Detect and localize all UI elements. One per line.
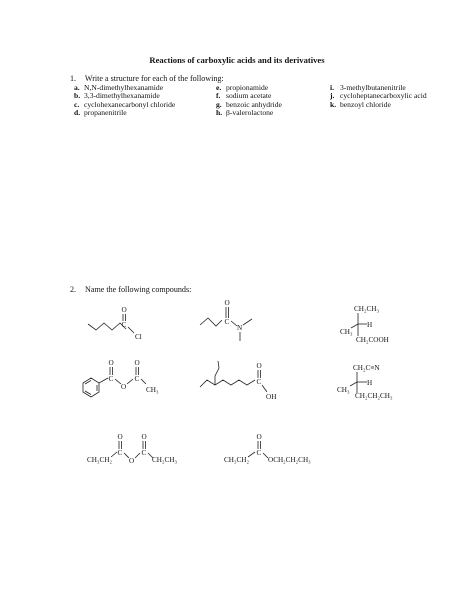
ethyl-label: CH₃CH₂	[87, 456, 112, 464]
oxygen-label: O	[256, 362, 262, 370]
methyl-label: CH₃	[146, 386, 159, 394]
structure-branched-acid	[340, 305, 389, 344]
structure-carboxylic-acid	[200, 361, 276, 401]
carbon-label: C	[121, 321, 127, 329]
list-item: a. N,N-dimethylhexanamide	[74, 83, 164, 92]
list-item: d. propanenitrile	[74, 107, 127, 117]
list-item: h. β-valerolactone	[216, 107, 274, 117]
question-2-text: Name the following compounds:	[85, 285, 192, 294]
ester-oxygen-label: O	[121, 383, 127, 391]
bridge-oxygen-label: O	[129, 457, 135, 465]
bond	[127, 379, 133, 384]
bond	[99, 378, 108, 383]
page-title: Reactions of carboxylic acids and its derivatives	[149, 55, 325, 65]
bond	[135, 453, 140, 458]
nitrile-group-label: CH₂C≡N	[353, 364, 380, 372]
carbon-label: C	[117, 449, 123, 457]
acid-group-label: CH₂COOH	[356, 336, 389, 344]
methyl-label: CH₃	[337, 386, 350, 394]
ethyl-branch	[215, 361, 219, 385]
list-item: g. benzoic anhydride	[216, 99, 282, 109]
carbon-chain	[200, 318, 222, 326]
carbon-label: C	[108, 375, 114, 383]
ethyl-label: CH₂CH₃	[354, 305, 379, 313]
list-item: c. cyclohexanecarbonyl chloride	[74, 99, 176, 109]
propyl-label: CH₂CH₂CH₃	[355, 392, 393, 400]
list-item: k. benzoyl chloride	[330, 99, 391, 109]
list-item: e. propionamide	[216, 83, 269, 92]
question-1-text: Write a structure for each of the following:	[84, 74, 224, 83]
oxygen-label: O	[224, 299, 230, 307]
bond	[350, 382, 357, 386]
question-2-number: 2.	[70, 285, 77, 294]
question-1-number: 1.	[70, 74, 77, 83]
carbon-label: C	[224, 318, 230, 326]
carbon-label: C	[256, 378, 262, 386]
list-item: i. 3-methylbutanenitrile	[330, 83, 406, 92]
bond	[111, 452, 117, 457]
bond	[128, 327, 134, 333]
oxygen-label: O	[117, 433, 123, 441]
carbon-label: C	[141, 449, 147, 457]
chlorine-label: Cl	[135, 333, 142, 341]
list-item: j. cycloheptanecarboxylic acid	[330, 91, 427, 101]
hydrogen-label: H	[367, 321, 373, 329]
oxygen-label: O	[108, 359, 114, 367]
methyl-label: CH₃	[340, 328, 353, 336]
bond	[248, 452, 255, 457]
ethyl-label: CH₃CH₂	[224, 456, 249, 464]
oxygen-label: O	[134, 359, 140, 367]
nitrogen-label: N	[237, 324, 243, 332]
carbon-label: C	[134, 375, 140, 383]
propoxy-label: OCH₂CH₂CH₃	[268, 456, 311, 464]
hydroxyl-label: OH	[266, 393, 277, 401]
structure-ester	[224, 433, 311, 464]
methyl-bond	[243, 319, 252, 325]
structure-anhydride	[87, 433, 177, 465]
carbon-chain	[200, 380, 255, 387]
structure-benzoyl-ester	[83, 359, 159, 397]
bond	[262, 385, 267, 392]
structure-acyl-chloride	[88, 306, 142, 341]
list-item: b. 3,3-dimethylhexanamide	[74, 91, 160, 101]
ethyl-label: CH₂CH₃	[152, 456, 177, 464]
structure-amide	[200, 299, 252, 341]
hydrogen-label: H	[367, 379, 373, 387]
list-item: f. sodium acetate	[216, 91, 272, 101]
oxygen-label: O	[141, 433, 147, 441]
oxygen-label: O	[256, 433, 262, 441]
bond	[141, 379, 146, 384]
carbon-chain	[88, 323, 126, 330]
oxygen-label: O	[121, 306, 127, 314]
carbon-label: C	[256, 449, 262, 457]
structure-branched-nitrile	[337, 364, 393, 400]
